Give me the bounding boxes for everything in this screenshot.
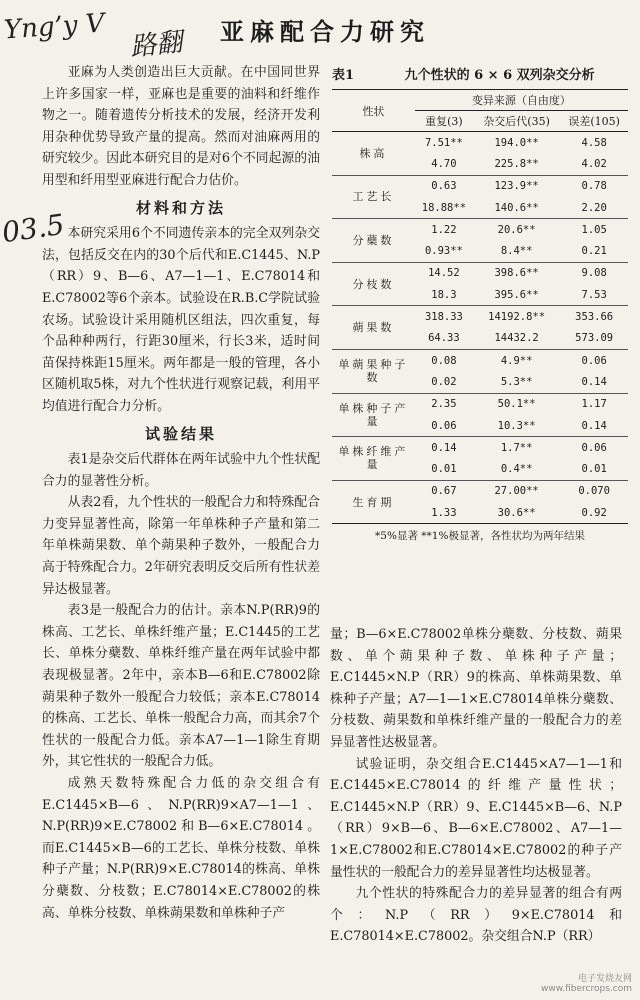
table-cell: 0.14 [560, 371, 628, 393]
table-cell: 7.53 [560, 284, 628, 306]
handwritten-note: Yng’y V [3, 8, 106, 46]
table-1 [332, 64, 628, 543]
table-cell: 0.67 [431, 485, 457, 498]
table-cell: 8.4** [473, 240, 560, 262]
table-cell: 0.78 [581, 180, 607, 193]
table-row [332, 219, 628, 241]
header-source: 变异来源（自由度） [415, 90, 628, 111]
table-cell: 0.14 [560, 415, 628, 437]
table-cell: 10.3** [473, 415, 560, 437]
table-cell: 50.1** [497, 398, 536, 411]
table-cell: 4.58 [581, 136, 607, 149]
results-paragraph: 表1是杂交后代群体在两年试验中九个性状配合力的显著性分析。 [42, 452, 320, 489]
results-paragraph: 从表2看，九个性状的一般配合力和特殊配合力变异显著性高，除第一年单株种子产量和第二年单株蒴果数、单个蒴果种子数外，一般配合力高于特殊配合力。2年研究表明反交后所有性状差异达极显著。 [42, 495, 320, 597]
table-cell: 0.070 [578, 485, 610, 498]
table-cell: 2.35 [431, 398, 457, 411]
table-cell: 0.63 [431, 180, 457, 193]
table-cell: 225.8** [473, 153, 560, 175]
section-heading-methods: 材料和方法 [135, 198, 226, 217]
table-cell: 0.92 [560, 502, 628, 524]
table-cell: 5.3** [473, 371, 560, 393]
paper-title: 亚麻配合力研究 [220, 17, 430, 46]
header-col: 重复(3) [415, 111, 473, 132]
table-footnote: *5%显著 **1%极显著，各性状均为两年结果 [375, 530, 585, 543]
table-cell: 0.06 [415, 415, 473, 437]
left-text-column [42, 62, 320, 924]
table-row [332, 349, 628, 371]
table-cell: 1.7** [500, 441, 533, 454]
watermark [541, 974, 632, 994]
trait-cell: 单株纤维产量 [332, 437, 415, 481]
trait-cell: 分枝数 [332, 262, 415, 306]
table-cell: 1.17 [581, 398, 607, 411]
table-cell: 14192.8** [488, 311, 546, 324]
trait-cell: 生育期 [332, 480, 415, 524]
table-cell: 0.01 [415, 458, 473, 480]
watermark-line: 电子发烧友网 [577, 974, 632, 984]
trait-cell: 分蘗数 [332, 219, 415, 263]
table-cell: 64.33 [415, 328, 473, 350]
header-trait: 性状 [332, 90, 415, 132]
table-row [332, 306, 628, 328]
table-cell: 0.08 [431, 354, 457, 367]
table-cell: 20.6** [497, 223, 536, 236]
table-cell: 4.02 [560, 153, 628, 175]
results-paragraph: 表3是一般配合力的估计。亲本N.P(RR)9的株高、工艺长、单株纤维产量；E.C1445的工艺长、单株分蘗数、单株纤维产量在两年试验中都表现极显著。2年中，亲本B—6和E.C78002除蒴果种子数外一般配合力较低；亲本E.C78014的株高、工艺长、单株一般配合力高，而其余7个性状的一般配合力低。亲本A7—1—1除生育期外，其它性状的一般配合力低。 [42, 603, 320, 770]
table-cell: 140.6** [473, 197, 560, 219]
table-caption [332, 64, 628, 83]
table-cell: 18.88** [415, 197, 473, 219]
section-heading-results: 试验结果 [144, 424, 217, 443]
table-cell: 9.08 [581, 267, 607, 280]
table-cell: 0.4** [473, 458, 560, 480]
table-cell: 1.33 [415, 502, 473, 524]
table-title: 九个性状的 6 × 6 双列杂交分析 [404, 68, 595, 83]
table-cell: 0.93** [415, 240, 473, 262]
table-cell: 1.22 [431, 223, 457, 236]
handwritten-note: 路翻 [128, 27, 184, 63]
table-cell: 30.6** [473, 502, 560, 524]
table-cell: 4.70 [415, 153, 473, 175]
table-cell: 14.52 [428, 267, 460, 280]
table-cell: 0.14 [431, 441, 457, 454]
table-row [332, 393, 628, 415]
handwritten-note: 03.5 [0, 207, 67, 250]
trait-cell: 单株种子产量 [332, 393, 415, 437]
table-cell: 395.6** [473, 284, 560, 306]
table-cell: 0.02 [415, 371, 473, 393]
intro-paragraph: 亚麻为人类创造出巨大贡献。在中国同世界上许多国家一样，亚麻也是重要的油料和纤维作物之一。随着遗传分析技术的发展，经济开发利用杂种优势导致产量的提高。然而对油麻两用的研究较少。因此本研究目的是对6个不同起源的油用型和纤用型亚麻进行配合力估价。 [42, 65, 320, 188]
table-cell: 27.00** [494, 485, 539, 498]
trait-cell: 蒴果数 [332, 306, 415, 350]
table-cell: 0.06 [581, 354, 607, 367]
table-row [332, 480, 628, 502]
conclusion-paragraph: 九个性状的特殊配合力的差异显著的组合有两个：N.P（RR）9×E.C78014和E.C78014×E.C78002。杂交组合N.P（RR） [330, 886, 622, 945]
table-cell: 7.51** [424, 136, 463, 149]
table-cell: 18.3 [415, 284, 473, 306]
table-cell: 0.21 [560, 240, 628, 262]
table-row [332, 132, 628, 154]
continued-paragraph: 量；B—6×E.C78002单株分蘗数、分枝数、蒴果数、单个蒴果种子数、单株种子产量；E.C1445×N.P（RR）9的株高、单株蒴果数、单株种子产量；A7—1—1×E.C78014单株分蘗数、分枝数、蒴果数和单株纤维产量的一般配合力的差异显著性达极显著。 [330, 627, 622, 750]
watermark-line: www.fibercrops.com [541, 984, 632, 994]
table-cell: 318.33 [424, 311, 463, 324]
table-row [332, 262, 628, 284]
trait-cell: 单蒴果种子数 [332, 349, 415, 393]
table-cell: 2.20 [560, 197, 628, 219]
table-cell: 14432.2 [473, 328, 560, 350]
table-cell: 1.05 [581, 223, 607, 236]
methods-paragraph: 本研究采用6个不同遗传亲本的完全双列杂交法，包括反交在内的30个后代和E.C1445、N.P（RR）9、B—6、A7—1—1、E.C78014和E.C78002等6个亲本。试验设在R.B.C学院试验农场。试验设计采用随机区组法，四次重复，每个品种种两行，行距30厘米，行长3米，适时间苗保持株距15厘米。两年都是一般的管理，各小区随机取5株，对九个性状进行观察记载，利用平均值进行配合力分析。 [42, 226, 320, 414]
table-cell: 353.66 [575, 311, 614, 324]
table-number: 表1 [332, 68, 355, 83]
table-cell: 0.06 [581, 441, 607, 454]
table-body [332, 132, 628, 524]
trait-cell: 株高 [332, 132, 415, 176]
table-cell: 398.6** [494, 267, 539, 280]
conclusion-paragraph: 试验证明，杂交组合E.C1445×A7—1—1和E.C1445×E.C78014的纤维产量性状；E.C1445×N.P（RR）9、E.C1445×B—6、N.P（RR）9×B—6、B—6×E.C78002、A7—1—1×E.C78002和E.C78014×E.C78002的种子产量性状的一般配合力的差异显著性均达极显著。 [330, 756, 622, 880]
table-cell: 4.9** [500, 354, 533, 367]
anova-table [332, 89, 628, 524]
header-col: 杂交后代(35) [473, 111, 560, 132]
table-row [332, 175, 628, 197]
table-row [332, 437, 628, 459]
table-cell: 123.9** [494, 180, 539, 193]
results-paragraph: 成熟天数特殊配合力低的杂交组合有E.C1445×B—6、N.P(RR)9×A7—1—1、N.P(RR)9×E.C78002和B—6×E.C78014。而E.C1445×B—6的工艺长、单株分枝数、单株种子产量；N.P(RR)9×E.C78014的株高、单株分蘗数、分枝数；E.C78014×E.C78002的株高、单株分枝数、单株蒴果数和单株种子产 [42, 776, 320, 921]
header-col: 误差(105) [560, 111, 628, 132]
table-cell: 0.01 [560, 458, 628, 480]
right-text-column [330, 624, 622, 948]
table-cell: 194.0** [494, 136, 539, 149]
trait-cell: 工艺长 [332, 175, 415, 219]
table-cell: 573.09 [560, 328, 628, 350]
